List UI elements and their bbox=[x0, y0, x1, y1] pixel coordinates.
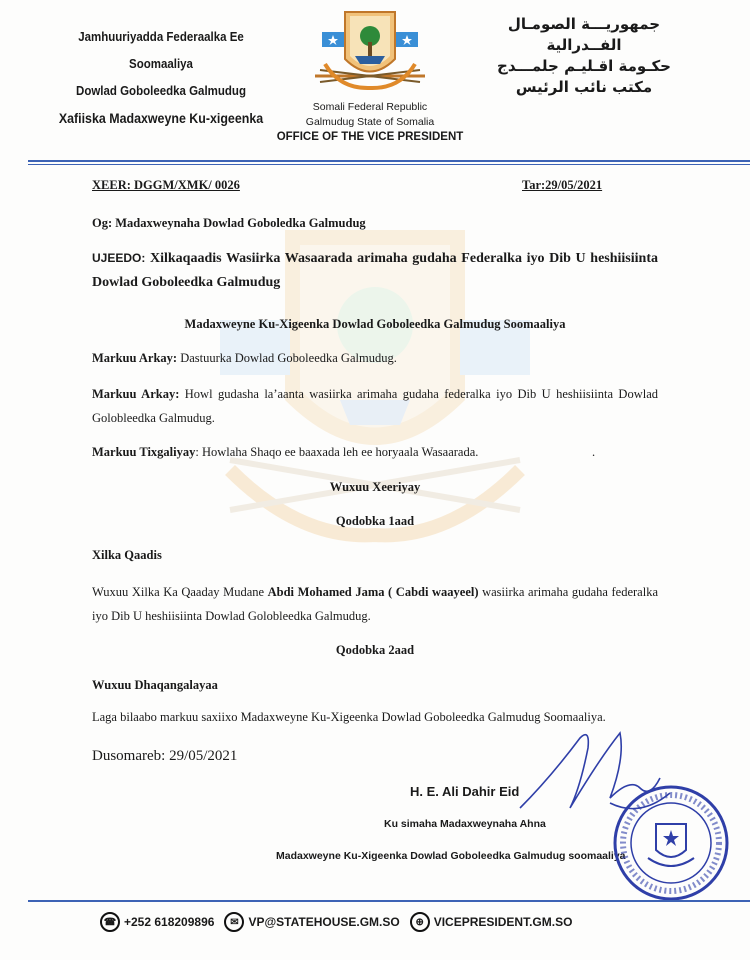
preamble-1-text: Dastuurka Dowlad Goboleedka Galmudug. bbox=[177, 351, 397, 365]
article-2-heading: Qodobka 2aad bbox=[335, 643, 415, 657]
subject-text: Xilkaqaadis Wasiirka Wasaarada arimaha gudaha Federalka iyo Dib U heshiisiinta Dowlad Goboleedka Galmudug bbox=[92, 251, 658, 290]
footer-website: VICEPRESIDENT.GM.SO bbox=[433, 915, 573, 929]
preamble-1-label: Markuu Arkay: bbox=[92, 351, 178, 365]
signatory-role-1: Ku simaha Madaxweynaha Ahna bbox=[384, 818, 546, 830]
footer-divider bbox=[28, 900, 750, 902]
header-divider-thin bbox=[28, 164, 750, 165]
header-left-line-1: Jamhuuriyadda Federaalka Ee Soomaaliya bbox=[78, 30, 244, 71]
subject-label: UJEEDO: bbox=[92, 251, 146, 265]
header-left-line-2: Dowlad Goboleedka Galmudug bbox=[76, 84, 246, 98]
email-icon: ✉ bbox=[224, 912, 244, 932]
decree-heading: Wuxuu Xeeriyay bbox=[329, 480, 421, 494]
contact-footer bbox=[100, 912, 572, 932]
galmudug-emblem-icon bbox=[300, 4, 440, 104]
header-right-line-2: حكـومة اقـليـم جلمـــدج bbox=[497, 57, 671, 75]
article-2-title: Wuxuu Dhaqangalayaa bbox=[92, 678, 218, 692]
subject bbox=[92, 246, 658, 295]
header-center-block bbox=[255, 100, 485, 145]
article-1-pre: Wuxuu Xilka Ka Qaaday Mudane bbox=[92, 585, 268, 599]
preamble-3-dot: . bbox=[592, 445, 596, 459]
article-1-text bbox=[92, 580, 658, 628]
footer-phone: +252 618209896 bbox=[124, 915, 215, 929]
reference-row bbox=[92, 178, 658, 193]
addressee: Og: Madaxweynaha Dowlad Goboledka Galmudug bbox=[92, 216, 366, 230]
place-date: Dusomareb: 29/05/2021 bbox=[92, 748, 238, 764]
article-1-post: wasiirka arimaha gudaha federalka iyo Dib U heshiisiinta Dowlad Golobleedka Galmudug. bbox=[92, 585, 658, 623]
header-left-block bbox=[46, 24, 276, 132]
article-2-text: Laga bilaabo markuu saxiixo Madaxweyne Ku-Xigeenka Dowlad Goboleedka Galmudug Soomaaliya. bbox=[92, 710, 606, 724]
removed-official-name: Abdi Mohamed Jama ( Cabdi waayeel) bbox=[267, 585, 479, 599]
reference-number: XEER: DGGM/XMK/ 0026 bbox=[92, 178, 240, 192]
signatory-name: H. E. Ali Dahir Eid bbox=[410, 784, 520, 799]
preamble-2-text: Howl gudasha la’aanta wasiirka arimaha gudaha federalka iyo Dib U heshiisiinta Dowlad Golobleedka Galmudug. bbox=[92, 387, 658, 425]
header-right-line-1: جمهوريـــة الصومـال الفــدرالية bbox=[507, 15, 661, 54]
office-title: OFFICE OF THE VICE PRESIDENT bbox=[276, 131, 464, 143]
article-1-title: Xilka Qaadis bbox=[92, 548, 162, 562]
header-divider bbox=[28, 160, 750, 162]
header-right-line-3: مكتب نائب الرئيس bbox=[515, 78, 653, 96]
footer-email: VP@STATEHOUSE.GM.SO bbox=[248, 915, 400, 929]
official-stamp-icon bbox=[612, 784, 730, 902]
preamble-2 bbox=[92, 382, 658, 430]
preamble-3-label: Markuu Tixgaliyay bbox=[92, 445, 196, 459]
header-left-line-3: Xafiiska Madaxweyne Ku-xigeenka bbox=[58, 111, 264, 126]
preamble-2-label: Markuu Arkay: bbox=[92, 387, 180, 401]
header-right-block bbox=[474, 14, 694, 98]
header-center-line-2: Galmudug State of Somalia bbox=[305, 116, 435, 128]
phone-icon: ☎ bbox=[100, 912, 120, 932]
preamble-3-text: : Howlaha Shaqo ee baaxada leh ee horyaala Wasaarada. bbox=[195, 445, 479, 459]
signatory-role-2: Madaxweyne Ku-Xigeenka Dowlad Goboleedka Galmudug soomaaliya bbox=[276, 850, 626, 862]
letter-date: Tar:29/05/2021 bbox=[522, 178, 603, 192]
issuer-line: Madaxweyne Ku-Xigeenka Dowlad Goboleedka Galmudug Soomaaliya bbox=[184, 317, 566, 331]
preamble-3 bbox=[92, 440, 658, 464]
preamble-1 bbox=[92, 346, 658, 370]
article-1-heading: Qodobka 1aad bbox=[335, 514, 415, 528]
header-center-line-1: Somali Federal Republic bbox=[312, 101, 428, 113]
globe-icon: ⊕ bbox=[410, 912, 430, 932]
